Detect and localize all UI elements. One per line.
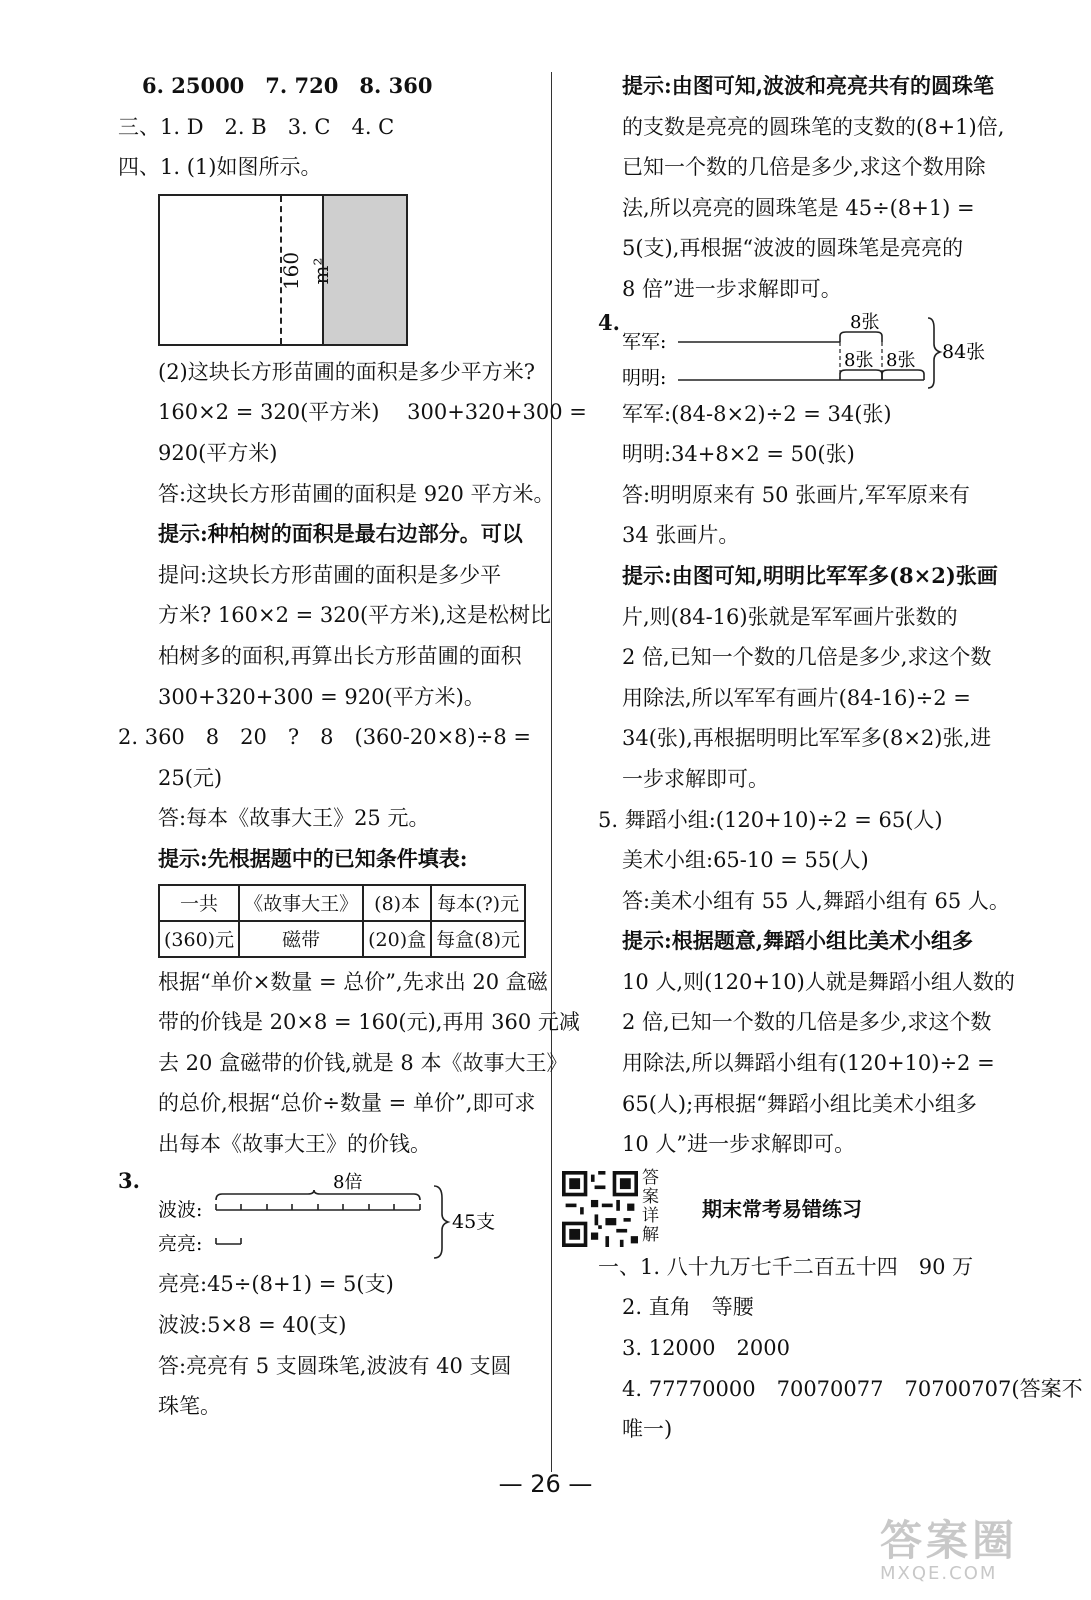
hint-line: 提示:先根据题中的已知条件填表:	[158, 845, 468, 871]
answer-line: 6. 25000 7. 720 8. 360	[142, 73, 433, 98]
watermark-logo	[880, 1518, 1070, 1590]
answer-line: 2. 直角 等腰	[622, 1295, 754, 1320]
hint-line: 提示:根据题意,舞蹈小组比美术小组多	[622, 928, 974, 954]
hint-line: 提示:由图可知,明明比军军多(8×2)张画	[622, 562, 998, 588]
hint-line: 8 倍”进一步求解即可。	[622, 276, 842, 301]
hint-line: 带的价钱是 20×8 = 160(元),再用 360 元减	[158, 1010, 580, 1035]
answer-line: 答:明明原来有 50 张画片,军军原来有	[622, 482, 970, 507]
answer-line: 波波:5×8 = 40(支)	[158, 1313, 347, 1338]
segment-b-label: 8张	[886, 349, 916, 371]
right-column	[598, 66, 1083, 1450]
qr-code-icon[interactable]	[562, 1171, 638, 1247]
line-diagram-3	[118, 1164, 543, 1264]
segment-diagram	[622, 310, 1022, 394]
table-cell: 一共	[159, 885, 239, 921]
hint-line: 提示:种柏树的面积是最右边部分。可以	[158, 521, 523, 547]
junjun-label: 军军:	[622, 330, 667, 353]
answer-line: 答:美术小组有 55 人,舞蹈小组有 65 人。	[622, 888, 1010, 913]
answer-line: 答:亮亮有 5 支圆珠笔,波波有 40 支圆	[158, 1353, 512, 1378]
hint-line: 已知一个数的几倍是多少,求这个数用除	[622, 155, 986, 180]
hint-line: 10 人,则(120+10)人就是舞蹈小组人数的	[622, 969, 1015, 994]
fill-table	[158, 884, 526, 958]
hint-line: 的支数是亮亮的圆珠笔的支数的(8+1)倍,	[622, 114, 1005, 139]
hint-line: 柏树多的面积,再算出长方形苗圃的面积	[158, 643, 522, 668]
table-row	[159, 921, 525, 957]
table-cell: 每盒(8)元	[431, 921, 525, 957]
liangliang-label: 亮亮:	[158, 1233, 203, 1256]
total-label: 84张	[942, 340, 986, 363]
total-brace	[434, 1186, 448, 1258]
hint-line: 用除法,所以舞蹈小组有(120+10)÷2 =	[622, 1051, 995, 1076]
hint-line: 65(人);再根据“舞蹈小组比美术小组多	[622, 1091, 977, 1116]
table-row	[159, 885, 525, 921]
bobo-label: 波波:	[158, 1199, 203, 1222]
hint-line: 2 倍,已知一个数的几倍是多少,求这个数	[622, 645, 992, 670]
rectangle-figure	[158, 194, 408, 346]
hint-line: 提问:这块长方形苗圃的面积是多少平	[158, 562, 502, 587]
answer-line: 2. 360 8 20 ? 8 (360-20×8)÷8 =	[118, 725, 531, 750]
top-brace	[216, 1190, 420, 1200]
answer-line: 160×2 = 320(平方米) 300+320+300 =	[158, 400, 587, 425]
hint-line: 出每本《故事大王》的价钱。	[158, 1131, 431, 1156]
hint-line: 用除法,所以军军有画片(84-16)÷2 =	[622, 685, 971, 710]
question-number: 3.	[118, 1168, 140, 1194]
hint-line: 34(张),再根据明明比军军多(8×2)张,进	[622, 726, 992, 751]
section-header	[598, 1165, 1018, 1247]
hint-line: 10 人”进一步求解即可。	[622, 1132, 856, 1157]
area-label: 160 m²	[279, 251, 333, 290]
answer-line: 920(平方米)	[158, 440, 278, 465]
answer-line: 一、1. 八十九万七千二百五十四 90 万	[598, 1254, 974, 1279]
hint-line: 根据“单价×数量 = 总价”,先求出 20 盒磁	[158, 969, 548, 994]
brace-a	[840, 370, 882, 380]
total-label: 45支	[452, 1211, 496, 1234]
watermark-text: 答案圈	[880, 1516, 1019, 1565]
segment-diagram	[158, 1164, 538, 1264]
brace-b	[882, 370, 924, 380]
answer-line: 唯一)	[622, 1417, 673, 1442]
table-cell: 磁带	[239, 921, 363, 957]
multiple-label: 8倍	[333, 1172, 363, 1194]
extra-label: 8张	[850, 311, 880, 333]
column-divider	[551, 72, 552, 1472]
answer-line: 答:每本《故事大王》25 元。	[158, 806, 430, 831]
answer-line: 答:这块长方形苗圃的面积是 920 平方米。	[158, 481, 555, 506]
answer-line: 四、1. (1)如图所示。	[118, 155, 322, 180]
line-diagram-4	[598, 310, 1018, 394]
qr-caption: 答案详解	[642, 1167, 659, 1245]
section-title: 期末常考易错练习	[702, 1196, 862, 1221]
hint-line: 方米? 160×2 = 320(平方米),这是松树比	[158, 603, 552, 628]
answer-line: 美术小组:65-10 = 55(人)	[622, 848, 869, 873]
extra-brace	[840, 332, 882, 342]
hint-line: 300+320+300 = 920(平方米)。	[158, 684, 485, 709]
table-cell: (8)本	[363, 885, 431, 921]
hint-line: 提示:由图可知,波波和亮亮共有的圆珠笔	[622, 73, 995, 98]
table-cell: (20)盒	[363, 921, 431, 957]
answer-line: 4. 77770000 70070077 70700707(答案不	[622, 1376, 1083, 1401]
watermark-url: MXQE.COM	[880, 1563, 998, 1584]
hint-line: 的总价,根据“总价÷数量 = 单价”,即可求	[158, 1091, 536, 1116]
answer-line: 25(元)	[158, 765, 223, 790]
hint-line: 一步求解即可。	[622, 766, 769, 791]
table-cell: 《故事大王》	[239, 885, 363, 921]
answer-line: 5. 舞蹈小组:(120+10)÷2 = 65(人)	[598, 807, 943, 832]
answer-line: (2)这块长方形苗圃的面积是多少平方米?	[158, 359, 536, 384]
answer-line: 亮亮:45÷(8+1) = 5(支)	[158, 1272, 394, 1297]
table-cell: 每本(?)元	[431, 885, 525, 921]
table-cell: (360)元	[159, 921, 239, 957]
answer-line: 明明:34+8×2 = 50(张)	[622, 442, 855, 467]
answer-line: 34 张画片。	[622, 523, 740, 548]
answer-line: 珠笔。	[158, 1394, 221, 1419]
hint-line: 法,所以亮亮的圆珠笔是 45÷(8+1) =	[622, 195, 975, 220]
mingming-label: 明明:	[622, 366, 667, 389]
page-number: — 26 —	[498, 1470, 593, 1498]
hint-line: 5(支),再根据“波波的圆珠笔是亮亮的	[622, 236, 964, 261]
left-column	[118, 66, 587, 1427]
answer-line: 三、1. D 2. B 3. C 4. C	[118, 114, 395, 139]
hint-line: 去 20 盒磁带的价钱,就是 8 本《故事大王》	[158, 1050, 568, 1075]
answer-line: 军军:(84-8×2)÷2 = 34(张)	[622, 401, 892, 426]
hint-line: 2 倍,已知一个数的几倍是多少,求这个数	[622, 1010, 992, 1035]
answer-line: 3. 12000 2000	[622, 1336, 790, 1361]
hint-line: 片,则(84-16)张就是军军画片张数的	[622, 604, 958, 629]
question-number: 4.	[598, 309, 620, 335]
segment-a-label: 8张	[844, 349, 874, 371]
total-brace	[928, 318, 940, 388]
